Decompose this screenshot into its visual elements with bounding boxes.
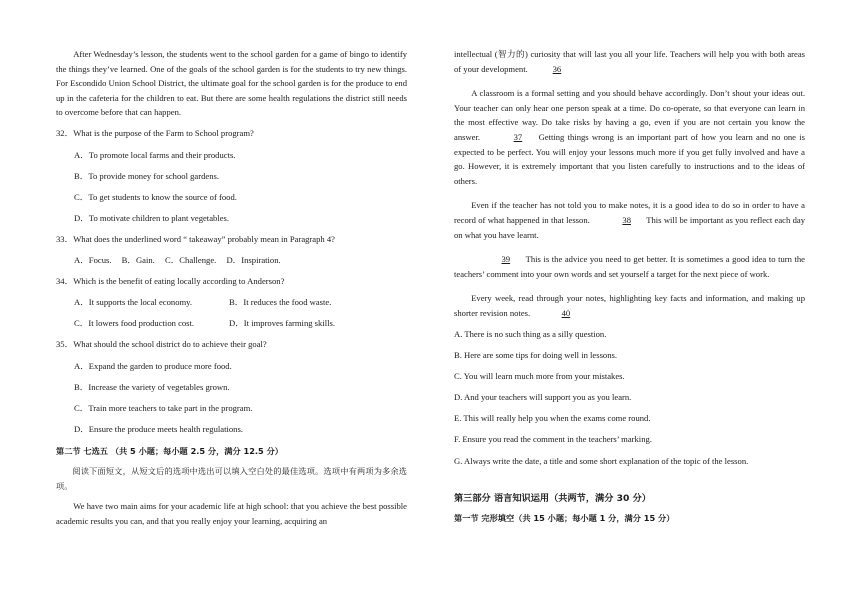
q33-option-d: D．Inspiration.	[226, 255, 281, 266]
passage-paragraph-5	[454, 291, 805, 320]
q34-option-c: C．It lowers food production cost.	[74, 318, 195, 329]
passage-p1-text: intellectual (智力的) curiosity that will last you all your life. Teachers will help you with both areas of your development.	[454, 49, 805, 74]
choice-d: D. And your teachers will support you as you learn.	[454, 392, 632, 403]
q33-options	[56, 253, 407, 268]
choice-a: A. There is no such thing as a silly question.	[454, 329, 607, 339]
reading-passage-paragraph: After Wednesday’s lesson, the students went to the school garden for a game of bingo to identify the things they’ve learned. One of the goals of the school garden is for the students to try new things. For Escondido Union School District, the ultimate goal for the school garden is for the produce to end up in the cafeteria for the children to eat. But there are some health regulations the district still needs to overcome before that can happen.	[56, 49, 407, 118]
q33-option-b: B．Gain.	[121, 255, 155, 266]
question-35: 35．What should the school district do to achieve their goal?	[56, 339, 267, 350]
question-33: 33．What does the underlined word “ takeaway” probably mean in Paragraph 4?	[56, 233, 335, 244]
q35-option-c: C．Train more teachers to take part in the program.	[74, 402, 253, 413]
passage-p2-text-a: A classroom is a formal setting and you should behave accordingly. Don’t shout your ideas out. Your teacher can only hear one person speak at a time. Do co-operate, so that everyone can learn in the most effective way. Do take risks by having a go, even if you are not certain you know the answer.	[454, 88, 805, 142]
part-3-section-1-title: 第一节 完形填空（共 15 小题；每小题 1 分，满分 15 分）	[454, 512, 675, 523]
q34-option-b: B．It reduces the food waste.	[229, 297, 332, 308]
passage-p2-text-b: Getting things wrong is an important part of how you learn and no one is expected to be perfect. You will enjoy your lessons much more if you get fully involved and have a go. However, it is extremely important that you listen carefully to instructions and to the ideas of others.	[454, 131, 805, 186]
blank-37: 37	[513, 131, 523, 142]
passage-paragraph-1	[454, 47, 805, 76]
passage-paragraph-2	[454, 86, 805, 188]
blank-36: 36	[552, 63, 562, 74]
section-2-title: 第二节 七选五 （共 5 小题；每小题 2.5 分，满分 12.5 分）	[56, 446, 283, 457]
choice-e: E. This will really help you when the exams come round.	[454, 413, 651, 424]
choice-g: G. Always write the date, a title and some short explanation of the topic of the lesson.	[454, 455, 749, 466]
passage-p4-text: This is the advice you need to get better. It is sometimes a good idea to turn the teachers’ comment into your own words and set yourself a target for the next piece of work.	[454, 254, 806, 279]
passage-p3-text-a: Even if the teacher has not told you to make notes, it is a good idea to do so in order to have a record of what happened in that lesson.	[454, 200, 805, 225]
choice-c: C. You will learn much more from your mistakes.	[454, 371, 625, 382]
question-32: 32．What is the purpose of the Farm to School program?	[56, 128, 254, 139]
blank-40: 40	[561, 307, 571, 318]
q35-option-b: B．Increase the variety of vegetables grown.	[74, 381, 230, 392]
q34-options-row-2	[56, 316, 407, 331]
q32-option-a: A．To promote local farms and their products.	[74, 149, 236, 160]
left-column	[56, 47, 407, 528]
q34-options-row-1	[56, 295, 407, 310]
q32-option-b: B．To provide money for school gardens.	[74, 170, 219, 181]
q33-option-a: A．Focus.	[74, 255, 112, 266]
q32-option-d: D．To motivate children to plant vegetables.	[74, 212, 229, 223]
part-3-title: 第三部分 语言知识运用（共两节，满分 30 分）	[454, 493, 651, 505]
blank-39: 39	[501, 254, 511, 265]
q34-option-a: A．It supports the local economy.	[74, 297, 193, 308]
q32-option-c: C．To get students to know the source of food.	[74, 191, 237, 202]
section-2-instructions: 阅读下面短文，从短文后的选项中选出可以填入空白处的最佳选项。选项中有两项为多余选项。	[56, 465, 407, 491]
question-34: 34．Which is the benefit of eating locally according to Anderson?	[56, 276, 285, 287]
choice-f: F. Ensure you read the comment in the teachers’ marking.	[454, 434, 652, 445]
passage-p5-text: Every week, read through your notes, highlighting key facts and information, and making up shorter revision notes.	[454, 293, 805, 318]
passage-p3-text-b: This will be important as you reflect each day on what you have learnt.	[454, 214, 805, 240]
q35-option-d: D．Ensure the produce meets health regulations.	[74, 423, 243, 434]
blank-38: 38	[622, 214, 631, 225]
passage-paragraph-4	[454, 252, 805, 281]
q35-option-a: A．Expand the garden to produce more food.	[74, 360, 232, 371]
q33-option-c: C．Challenge.	[164, 255, 217, 266]
q34-option-d: D．It improves farming skills.	[229, 318, 335, 329]
passage-paragraph-3	[454, 198, 805, 242]
right-column	[454, 47, 805, 525]
cloze-passage-start: We have two main aims for your academic life at high school: that you achieve the best possible academic results you can, and that you really enjoy your learning, acquiring an	[56, 501, 407, 526]
choice-b: B. Here are some tips for doing well in lessons.	[454, 350, 618, 361]
